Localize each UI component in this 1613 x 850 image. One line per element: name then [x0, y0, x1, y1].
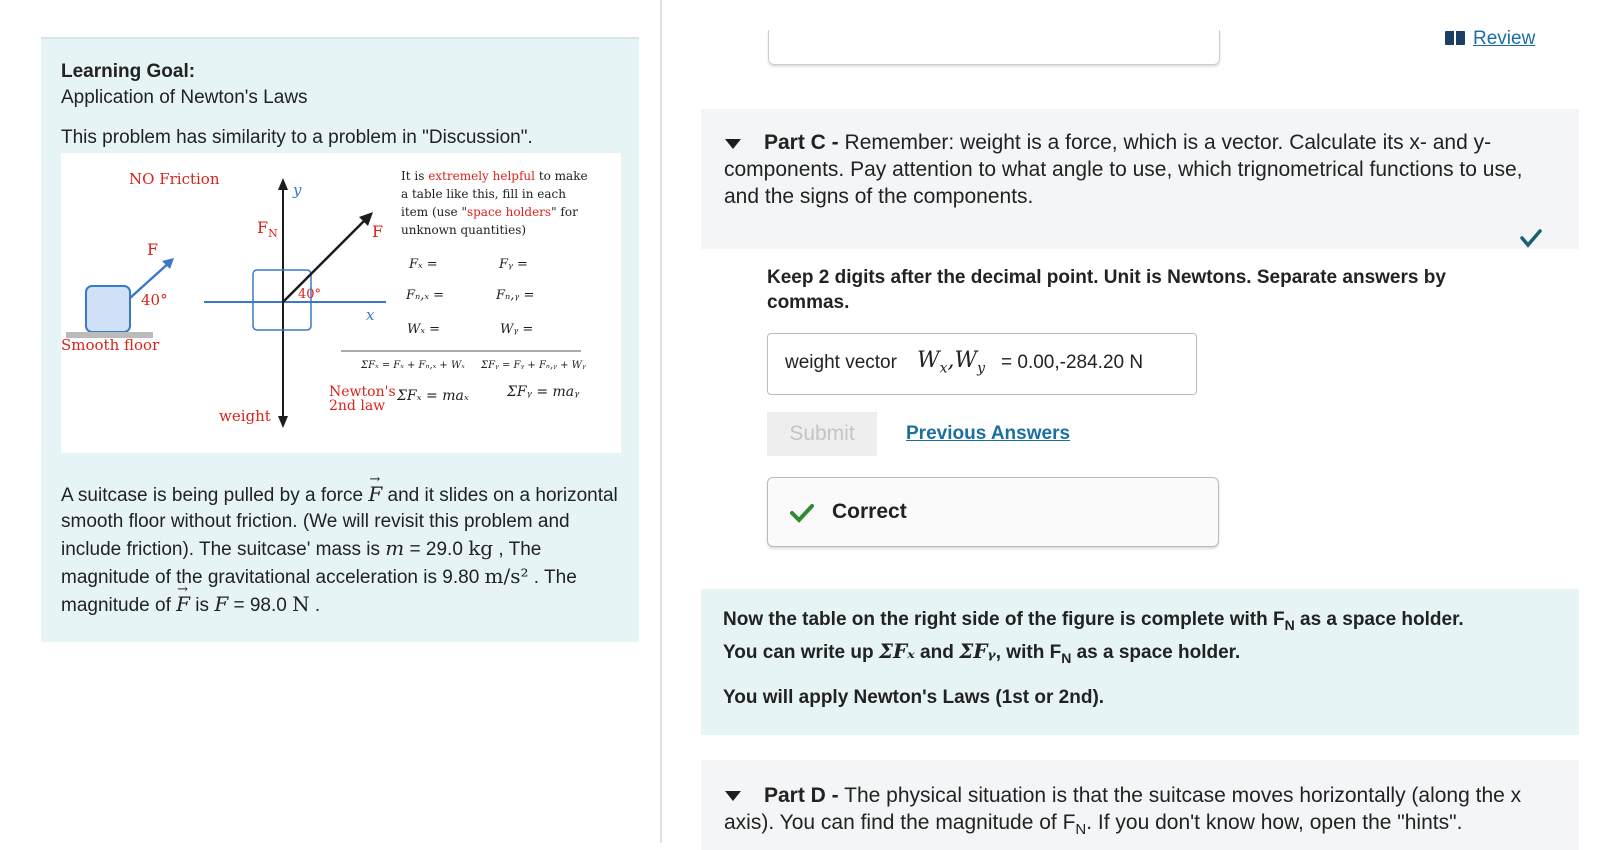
- part-c-label: Part C -: [764, 131, 839, 154]
- part-c-header[interactable]: [701, 109, 1579, 249]
- force-arrow-mid: [283, 216, 369, 302]
- force-vector-symbol-2: → F: [176, 591, 190, 617]
- part-d-header[interactable]: [701, 760, 1579, 850]
- normal-force-label: $F_N$: [257, 218, 278, 240]
- part-c-text: Remember: weight is a force, which is a vector. Calculate its x- and y-components. Pay attention to what angle to use, which trignometrical functions to use, and the signs of the components.: [724, 131, 1523, 208]
- weight-vector-answer-field[interactable]: [767, 333, 1197, 395]
- part-c-complete-check-icon: [1520, 227, 1542, 249]
- y-axis-label: y: [293, 181, 302, 199]
- correct-label: Correct: [832, 500, 907, 523]
- ms2-unit: m/s²: [484, 564, 529, 588]
- similarity-note: This problem has similarity to a problem in "Discussion".: [61, 127, 533, 148]
- correct-check-icon: [790, 502, 814, 524]
- learning-goal-panel: [41, 37, 639, 642]
- answer-instruction: Keep 2 digits after the decimal point. Unit is Newtons. Separate answers by commas.: [767, 267, 1446, 313]
- table-wx: Wₓ =: [407, 322, 441, 337]
- goal-title: Learning Goal:: [61, 61, 196, 82]
- table-note-2: a table like this, fill in each: [401, 187, 566, 201]
- newton-unit: N: [292, 592, 310, 616]
- no-friction-label: NO Friction: [129, 170, 220, 188]
- info-line-2: You can write up ΣFₓ and ΣFᵧ, with $F_N$ as a space holder.: [723, 639, 1241, 666]
- table-fx: Fₓ =: [409, 257, 438, 272]
- problem-text-5: . The magnitude of: [61, 567, 577, 616]
- table-fy: Fᵧ =: [499, 257, 528, 272]
- part-d-prompt: Part D - The physical situation is that the suitcase moves horizontally (along the x axis). You can find the magnitude of $F_N$. If you don't know how, open the "hints".: [724, 784, 1522, 839]
- table-note-4: unknown quantities): [401, 223, 527, 237]
- table-wy: Wᵧ =: [500, 322, 534, 337]
- info-box: [701, 589, 1579, 735]
- suitcase-box: [86, 286, 130, 332]
- previous-answer-box-edge: [768, 30, 1220, 65]
- x-axis-label: x: [366, 306, 375, 324]
- info-line-1: Now the table on the right side of the figure is complete with $F_N$ as a space holder.: [723, 609, 1464, 633]
- problem-text-6: is: [190, 595, 215, 616]
- kg-unit: kg: [468, 536, 494, 560]
- problem-text-7: = 98.0: [228, 595, 293, 616]
- newton-y-eq: ΣFᵧ = maᵧ: [507, 384, 580, 400]
- part-c-prompt: [724, 129, 1554, 210]
- review-link[interactable]: [1445, 28, 1535, 50]
- angle-label-mid: 40°: [298, 287, 322, 302]
- table-fnx: Fₙ,ₓ =: [406, 288, 445, 303]
- problem-statement: [61, 481, 621, 619]
- force-magnitude-symbol: F: [214, 592, 229, 616]
- info-line-3: You will apply Newton's Laws (1st or 2nd).: [723, 687, 1105, 708]
- newton-label-1: Newton's: [329, 384, 396, 400]
- answer-symbol: $W_x,W_y$: [917, 348, 986, 377]
- book-icon: [1445, 31, 1465, 45]
- table-note-1: It is extremely helpful to make: [401, 169, 588, 183]
- force-vector-symbol: → F: [368, 481, 382, 507]
- previous-answers-link[interactable]: Previous Answers: [906, 423, 1071, 444]
- weight-label: weight: [219, 407, 271, 425]
- angle-label-left: 40°: [141, 291, 168, 309]
- correct-feedback-box: [767, 477, 1219, 547]
- answer-value: = 0.00,-284.20 N: [1001, 352, 1144, 373]
- part-d-label: Part D -: [764, 784, 839, 807]
- problem-text-4: , The magnitude of the gravitational acceleration is 9.80: [61, 539, 542, 588]
- smooth-floor-label: Smooth floor: [61, 336, 160, 354]
- force-f-label-left: F: [147, 240, 159, 259]
- column-divider: [660, 0, 662, 843]
- submit-button[interactable]: Submit: [767, 412, 877, 456]
- newton-label-2: 2nd law: [329, 398, 386, 414]
- newton-x-eq: ΣFₓ = maₓ: [397, 388, 469, 404]
- table-note-3: item (use "space holders" for: [401, 205, 578, 219]
- goal-subtitle: Application of Newton's Laws: [61, 87, 308, 108]
- table-fny: Fₙ,ᵧ =: [496, 288, 535, 303]
- problem-figure: [61, 153, 621, 453]
- problem-text-8: .: [309, 595, 321, 616]
- force-f-label-mid: F: [372, 222, 384, 241]
- problem-text-3: = 29.0: [404, 539, 469, 560]
- problem-text-2: and it slides on a horizontal smooth floor without friction. (We will revisit this problem and include friction). The suitcase' mass is: [61, 485, 618, 560]
- sum-fy-eq: ΣFᵧ = Fᵧ + Fₙ,ᵧ + Wᵧ: [481, 360, 586, 371]
- mass-symbol: m: [385, 536, 405, 560]
- answer-label: weight vector: [785, 352, 897, 373]
- problem-text-1: A suitcase is being pulled by a force: [61, 485, 369, 506]
- sum-fx-eq: ΣFₓ = Fₓ + Fₙ,ₓ + Wₓ: [361, 360, 465, 371]
- review-label: Review: [1473, 28, 1536, 49]
